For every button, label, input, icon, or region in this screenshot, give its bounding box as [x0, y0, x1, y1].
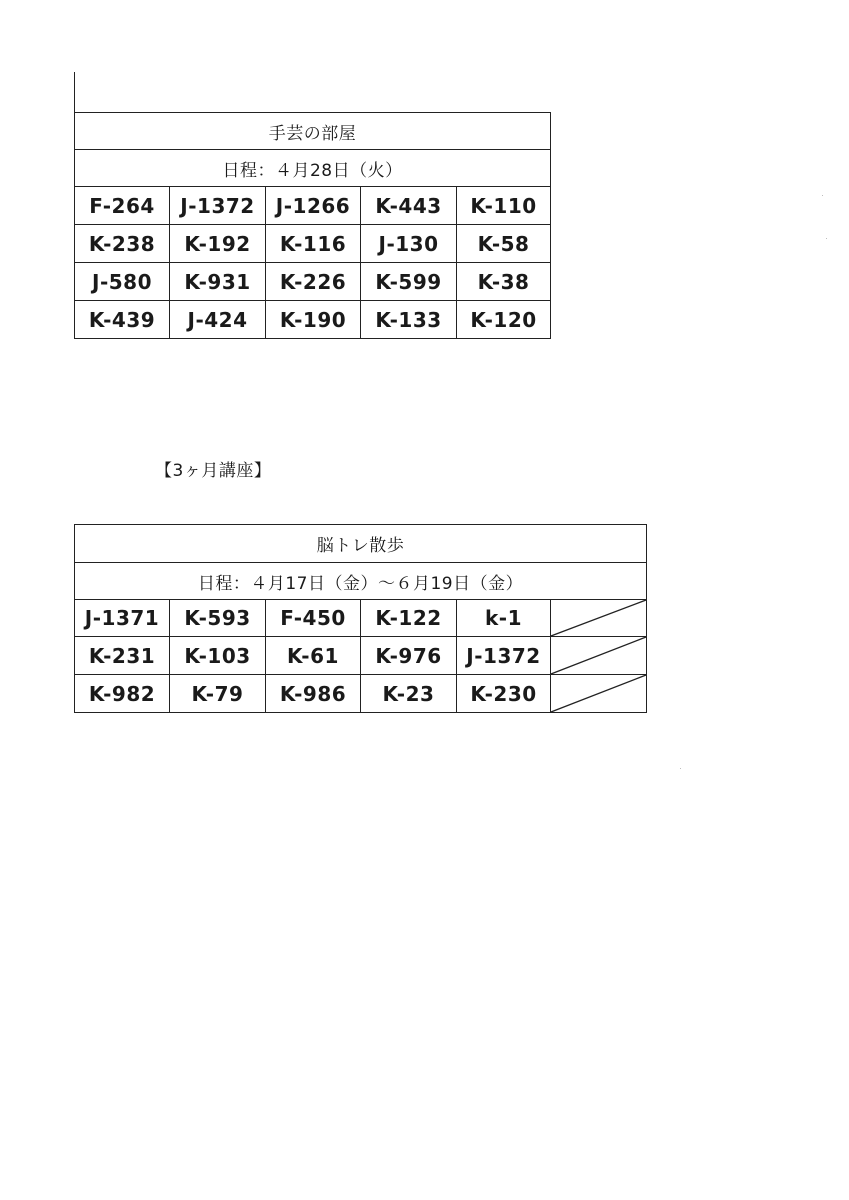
- participant-code: K-986: [266, 675, 361, 713]
- participant-code: K-61: [266, 637, 361, 675]
- table-row: [75, 225, 551, 263]
- participant-code: J-1372: [457, 637, 551, 675]
- schedule-date: 日程：４月28日（火）: [75, 150, 551, 187]
- table-title: 脳トレ散歩: [75, 525, 647, 563]
- diagonal-slash: [551, 637, 646, 674]
- participant-code: K-226: [266, 263, 361, 301]
- table-row: [75, 600, 647, 637]
- participant-code: K-116: [266, 225, 361, 263]
- participant-code: F-450: [266, 600, 361, 637]
- participant-code: K-103: [170, 637, 266, 675]
- participant-code: K-79: [170, 675, 266, 713]
- participant-code: K-238: [75, 225, 170, 263]
- participant-code: K-23: [361, 675, 457, 713]
- participant-code: K-190: [266, 301, 361, 339]
- scan-speck: [826, 238, 827, 239]
- table-title: 手芸の部屋: [75, 113, 551, 150]
- participant-code: J-580: [75, 263, 170, 301]
- participant-code: J-424: [170, 301, 266, 339]
- diagonal-slash: [551, 675, 646, 712]
- participant-code: J-130: [361, 225, 457, 263]
- participant-code: K-120: [457, 301, 551, 339]
- participant-code: K-443: [361, 187, 457, 225]
- participant-code: K-976: [361, 637, 457, 675]
- scan-speck: [680, 768, 681, 769]
- participant-code: K-192: [170, 225, 266, 263]
- participant-code: K-439: [75, 301, 170, 339]
- diagonal-slash: [551, 600, 646, 636]
- participant-code: K-982: [75, 675, 170, 713]
- participant-code: J-1371: [75, 600, 170, 637]
- table-row: [75, 637, 647, 675]
- participant-code: K-58: [457, 225, 551, 263]
- page-margin-line: [74, 72, 75, 114]
- empty-slashed-cell: [551, 637, 647, 675]
- participant-code: K-593: [170, 600, 266, 637]
- table-row: [75, 187, 551, 225]
- participant-code: K-38: [457, 263, 551, 301]
- participant-code: J-1372: [170, 187, 266, 225]
- participant-code: F-264: [75, 187, 170, 225]
- participant-code: K-122: [361, 600, 457, 637]
- scan-speck: [822, 195, 823, 196]
- handicraft-room-table: [74, 112, 551, 339]
- schedule-date: 日程：４月17日（金）～６月19日（金）: [75, 563, 647, 600]
- table-row: [75, 263, 551, 301]
- table-row: [75, 675, 647, 713]
- participant-code: J-1266: [266, 187, 361, 225]
- empty-slashed-cell: [551, 675, 647, 713]
- participant-code: K-231: [75, 637, 170, 675]
- participant-code: K-599: [361, 263, 457, 301]
- participant-code: K-230: [457, 675, 551, 713]
- section-label: 【3ヶ月講座】: [155, 461, 272, 481]
- empty-slashed-cell: [551, 600, 647, 637]
- participant-code: K-110: [457, 187, 551, 225]
- participant-code: K-133: [361, 301, 457, 339]
- participant-code: K-931: [170, 263, 266, 301]
- table-row: [75, 301, 551, 339]
- participant-code: k-1: [457, 600, 551, 637]
- brain-training-walk-table: [74, 524, 647, 713]
